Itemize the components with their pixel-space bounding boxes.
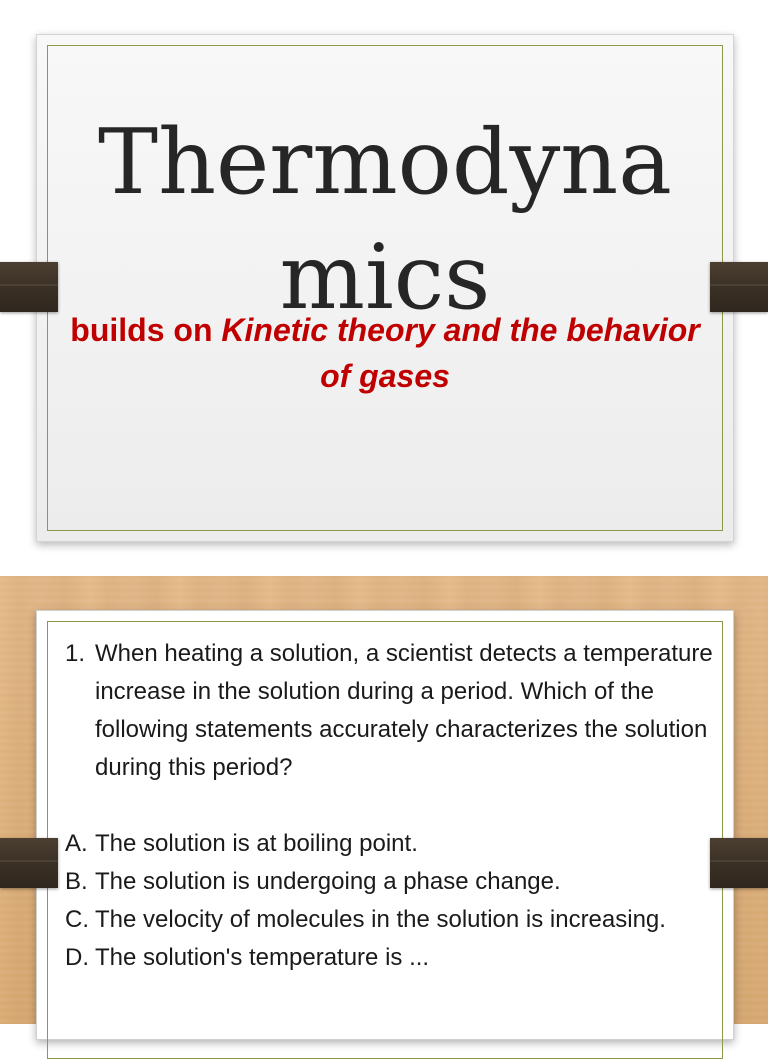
question-slide-card: [36, 610, 734, 1040]
binder-clip-icon: [710, 838, 768, 888]
binder-clip-icon: [710, 262, 768, 312]
question-number: 1.: [65, 640, 86, 667]
option-b: [65, 863, 715, 901]
option-text: The solution is at boiling point.: [95, 830, 418, 857]
subtitle-prefix: builds on: [70, 312, 222, 348]
slide-title: Thermodyna mics: [98, 110, 672, 330]
option-letter: C.: [65, 906, 89, 933]
option-a: [65, 825, 715, 863]
question-text: When heating a solution, a scientist detects a temperature increase in the solution during a period. Which of the following statements accurately characterizes the solution during this period?: [95, 640, 713, 781]
option-text: The solution is undergoing a phase change.: [95, 868, 561, 895]
question-slide: [0, 576, 768, 1024]
option-letter: D.: [65, 944, 89, 971]
binder-clip-icon: [0, 838, 58, 888]
option-c: [65, 901, 715, 939]
binder-clip-icon: [0, 262, 58, 312]
option-letter: B.: [65, 868, 88, 895]
option-letter: A.: [65, 830, 88, 857]
slide-subtitle: [57, 307, 713, 399]
option-d: [65, 939, 715, 977]
answer-options: [65, 825, 715, 977]
question-row: [65, 635, 715, 787]
option-text: The solution's temperature is ...: [95, 944, 430, 971]
question-block: [65, 635, 715, 977]
subtitle-emphasis: Kinetic theory and the behavior of gases: [221, 312, 700, 394]
title-slide-card: [36, 34, 734, 542]
option-text: The velocity of molecules in the solution is increasing.: [95, 906, 666, 933]
